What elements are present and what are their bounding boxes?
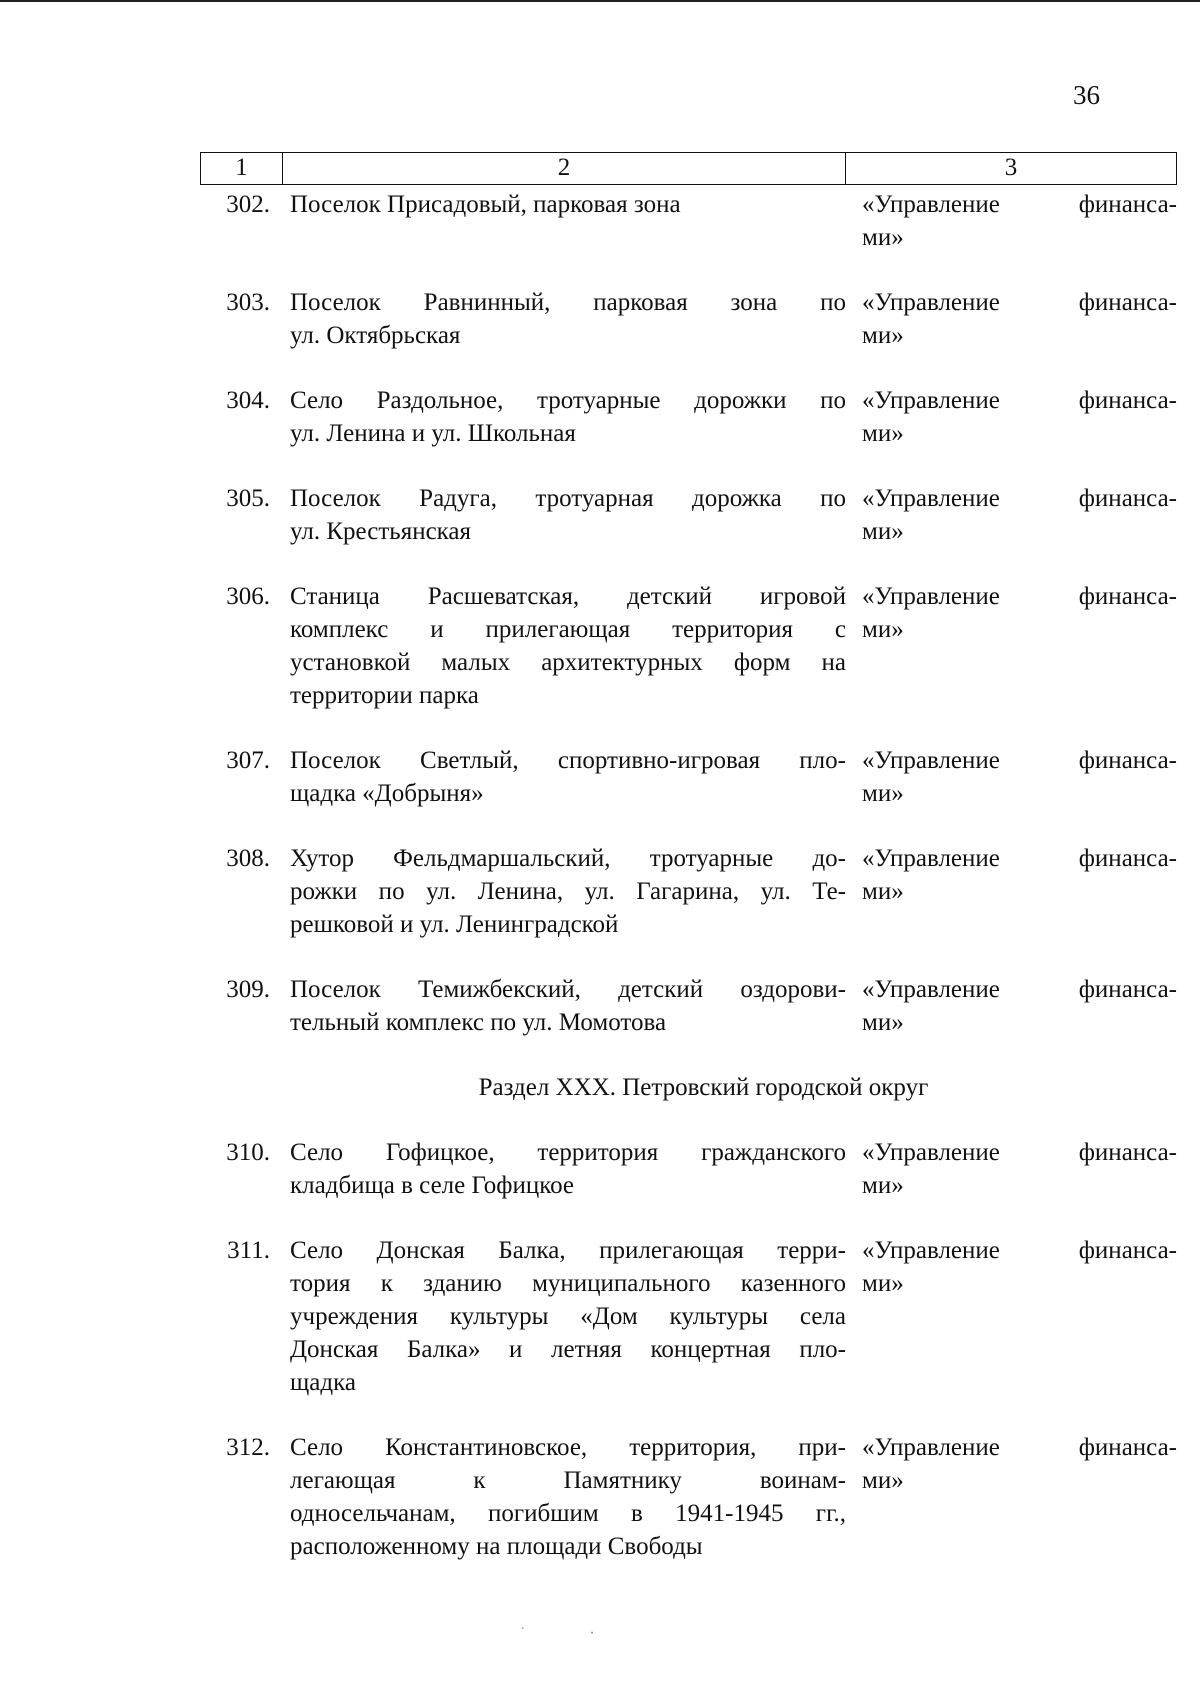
row-number: 309. — [226, 976, 270, 1003]
responsible-text-part3: ми» — [862, 1172, 904, 1199]
row-number: 308. — [226, 845, 270, 872]
responsible-text-part3: ми» — [862, 780, 904, 807]
description-line: Поселок Светлый, спортивно-игровая пло- — [290, 747, 846, 774]
responsible-text-part3: ми» — [862, 1467, 904, 1494]
description-line: расположенному на площади Свободы — [290, 1533, 703, 1560]
responsible-text-part2: финанса- — [1078, 387, 1177, 414]
row-description — [290, 384, 846, 450]
column-header-2: 2 — [283, 153, 846, 184]
column-header-3: 3 — [1004, 154, 1018, 181]
description-line: щадка — [290, 1369, 356, 1396]
row-number: 307. — [226, 747, 270, 774]
row-description — [290, 286, 846, 352]
description-line: тельный комплекс по ул. Момотова — [290, 1009, 667, 1036]
table-row — [200, 580, 1177, 712]
description-line: Село Раздольное, тротуарные дорожки по — [290, 387, 846, 414]
responsible-text-part3: ми» — [862, 878, 904, 905]
row-description — [290, 482, 846, 548]
rows-group-before — [200, 188, 1177, 1039]
responsible-text-part3: ми» — [862, 616, 904, 643]
description-line: односельчанам, погибшим в 1941-1945 гг., — [290, 1500, 846, 1527]
responsible-text-part3: ми» — [862, 1270, 904, 1297]
table-row — [200, 188, 1177, 254]
description-line: Станица Расшеватская, детский игровой — [290, 583, 846, 610]
table-row — [200, 482, 1177, 548]
row-responsible — [862, 842, 1177, 908]
description-line: Поселок Присадовый, парковая зона — [290, 191, 681, 218]
table-row — [200, 973, 1177, 1039]
table-row — [200, 1431, 1177, 1563]
responsible-text-part1: «Управление — [862, 289, 1000, 316]
row-responsible — [862, 580, 1177, 646]
page-number: 36 — [1073, 80, 1100, 110]
row-description — [290, 1431, 846, 1563]
row-number: 312. — [226, 1434, 270, 1461]
top-border-line — [0, 0, 1200, 2]
responsible-text-part1: «Управление — [862, 1237, 1000, 1264]
description-line: кладбища в селе Гофицкое — [290, 1172, 574, 1199]
column-header-1: 1 — [201, 153, 283, 184]
responsible-text-part1: «Управление — [862, 747, 1000, 774]
responsible-text-part2: финанса- — [1078, 485, 1177, 512]
description-line: установкой малых архитектурных форм на — [290, 649, 846, 676]
description-line: Село Гофицкое, территория гражданского — [290, 1139, 846, 1166]
responsible-text-part1: «Управление — [862, 976, 1000, 1003]
table-row — [200, 1234, 1177, 1399]
row-responsible — [862, 188, 1177, 254]
rows-group-after — [200, 1136, 1177, 1563]
row-number: 302. — [226, 191, 270, 218]
description-line: рожки по ул. Ленина, ул. Гагарина, ул. Те- — [290, 878, 846, 905]
description-line: Донская Балка» и летняя концертная пло- — [290, 1336, 846, 1363]
row-description — [290, 580, 846, 712]
table-row — [200, 842, 1177, 941]
responsible-text-part2: финанса- — [1078, 1434, 1177, 1461]
table-row — [200, 744, 1177, 810]
row-number: 305. — [226, 485, 270, 512]
description-line: ул. Крестьянская — [290, 518, 472, 545]
row-number: 306. — [226, 583, 270, 610]
table-row — [200, 1136, 1177, 1202]
responsible-text-part1: «Управление — [862, 583, 1000, 610]
responsible-text-part1: «Управление — [862, 845, 1000, 872]
row-responsible — [862, 1136, 1177, 1202]
responsible-text-part1: «Управление — [862, 485, 1000, 512]
table-column-header — [200, 152, 1177, 185]
row-responsible — [862, 482, 1177, 548]
responsible-text-part1: «Управление — [862, 1434, 1000, 1461]
description-line: Поселок Темижбекский, детский оздорови- — [290, 976, 846, 1003]
description-line: Село Донская Балка, прилегающая терри- — [290, 1237, 846, 1264]
row-responsible — [862, 384, 1177, 450]
responsible-text-part3: ми» — [862, 420, 904, 447]
row-responsible — [862, 973, 1177, 1039]
responsible-text-part1: «Управление — [862, 387, 1000, 414]
row-description — [290, 1136, 846, 1202]
section-heading: Раздел XXX. Петровский городской округ — [478, 1074, 929, 1101]
row-number: 311. — [227, 1237, 270, 1264]
description-line: Хутор Фельдмаршальский, тротуарные до- — [290, 845, 846, 872]
responsible-text-part3: ми» — [862, 518, 904, 545]
description-line: Село Константиновское, территория, при- — [290, 1434, 846, 1461]
row-number: 304. — [226, 387, 270, 414]
responsible-text-part2: финанса- — [1078, 747, 1177, 774]
description-line: комплекс и прилегающая территория с — [290, 616, 846, 643]
row-responsible — [862, 286, 1177, 352]
description-line: щадка «Добрыня» — [290, 780, 484, 807]
description-line: тория к зданию муниципального казенного — [290, 1270, 846, 1297]
responsible-text-part2: финанса- — [1078, 289, 1177, 316]
description-line: решковой и ул. Ленинградской — [290, 911, 619, 938]
row-number: 310. — [226, 1139, 270, 1166]
description-line: территории парка — [290, 682, 479, 709]
description-line: ул. Октябрьская — [290, 322, 461, 349]
table-row — [200, 384, 1177, 450]
scan-artifact: ˙ · — [520, 1625, 625, 1642]
row-responsible — [862, 1234, 1177, 1300]
row-description — [290, 842, 846, 941]
responsible-text-part1: «Управление — [862, 1139, 1000, 1166]
row-responsible — [862, 1431, 1177, 1497]
responsible-text-part2: финанса- — [1078, 845, 1177, 872]
description-line: легающая к Памятнику воинам- — [290, 1467, 846, 1494]
responsible-text-part3: ми» — [862, 322, 904, 349]
description-line: ул. Ленина и ул. Школьная — [290, 420, 576, 447]
table-row — [200, 286, 1177, 352]
row-responsible — [862, 744, 1177, 810]
responsible-text-part2: финанса- — [1078, 1237, 1177, 1264]
row-description — [290, 1234, 846, 1399]
row-description — [290, 188, 846, 221]
responsible-text-part3: ми» — [862, 224, 904, 251]
responsible-text-part2: финанса- — [1078, 191, 1177, 218]
table-body — [200, 188, 1177, 1563]
row-description — [290, 973, 846, 1039]
row-description — [290, 744, 846, 810]
description-line: Поселок Равнинный, парковая зона по — [290, 289, 846, 316]
responsible-text-part1: «Управление — [862, 191, 1000, 218]
description-line: учреждения культуры «Дом культуры села — [290, 1303, 846, 1330]
responsible-text-part2: финанса- — [1078, 976, 1177, 1003]
description-line: Поселок Радуга, тротуарная дорожка по — [290, 485, 846, 512]
responsible-text-part2: финанса- — [1078, 583, 1177, 610]
responsible-text-part2: финанса- — [1078, 1139, 1177, 1166]
row-number: 303. — [226, 289, 270, 316]
responsible-text-part3: ми» — [862, 1009, 904, 1036]
